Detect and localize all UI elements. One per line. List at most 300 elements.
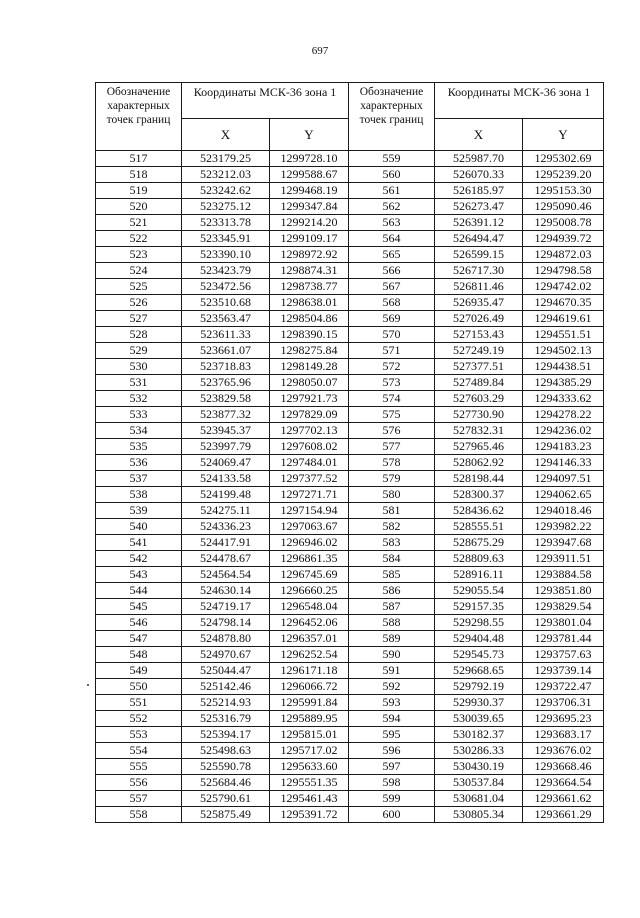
x-coordinate-cell: 528198.44 [435,471,523,487]
table-row [96,343,349,359]
x-coordinate-cell: 524133.58 [182,471,270,487]
point-number-cell: 534 [96,423,182,439]
table-row [349,711,604,727]
x-coordinate-cell: 529055.54 [435,583,523,599]
y-coordinate-cell: 1297921.73 [270,391,349,407]
y-coordinate-cell: 1293661.62 [523,791,604,807]
table-row [349,663,604,679]
x-coordinate-cell: 527965.46 [435,439,523,455]
x-coordinate-cell: 529792.19 [435,679,523,695]
table-row [96,215,349,231]
x-coordinate-cell: 524417.91 [182,535,270,551]
x-coordinate-cell: 523829.58 [182,391,270,407]
point-number-cell: 579 [349,471,435,487]
table-row [349,423,604,439]
y-coordinate-cell: 1294502.13 [523,343,604,359]
y-coordinate-cell: 1293851.80 [523,583,604,599]
table-row [349,247,604,263]
table-row [96,423,349,439]
right-table-body [349,151,604,823]
x-coordinate-cell: 525394.17 [182,727,270,743]
y-coordinate-cell: 1297608.02 [270,439,349,455]
point-number-cell: 592 [349,679,435,695]
y-coordinate-cell: 1294236.02 [523,423,604,439]
x-coordinate-cell: 528436.62 [435,503,523,519]
point-number-cell: 582 [349,519,435,535]
table-row [349,807,604,823]
point-number-cell: 585 [349,567,435,583]
header-y: Y [523,119,604,151]
y-coordinate-cell: 1299728.10 [270,151,349,167]
table-row [96,759,349,775]
y-coordinate-cell: 1299468.19 [270,183,349,199]
x-coordinate-cell: 523718.83 [182,359,270,375]
left-table [95,82,349,823]
table-row [349,599,604,615]
y-coordinate-cell: 1298638.01 [270,295,349,311]
x-coordinate-cell: 523765.96 [182,375,270,391]
table-row [349,231,604,247]
point-number-cell: 571 [349,343,435,359]
table-row [96,375,349,391]
x-coordinate-cell: 526494.47 [435,231,523,247]
point-number-cell: 524 [96,263,182,279]
table-row [96,407,349,423]
table-row [96,263,349,279]
header-y: Y [270,119,349,151]
table-row [349,183,604,199]
point-number-cell: 557 [96,791,182,807]
point-number-cell: 519 [96,183,182,199]
table-row [349,167,604,183]
x-coordinate-cell: 526935.47 [435,295,523,311]
point-number-cell: 563 [349,215,435,231]
x-coordinate-cell: 524478.67 [182,551,270,567]
y-coordinate-cell: 1296066.72 [270,679,349,695]
x-coordinate-cell: 523345.91 [182,231,270,247]
x-coordinate-cell: 527603.29 [435,391,523,407]
point-number-cell: 562 [349,199,435,215]
x-coordinate-cell: 525316.79 [182,711,270,727]
y-coordinate-cell: 1294872.03 [523,247,604,263]
table-row [349,551,604,567]
x-coordinate-cell: 528300.37 [435,487,523,503]
table-row [96,311,349,327]
x-coordinate-cell: 525790.61 [182,791,270,807]
x-coordinate-cell: 525044.47 [182,663,270,679]
x-coordinate-cell: 523877.32 [182,407,270,423]
point-number-cell: 577 [349,439,435,455]
table-row [96,455,349,471]
y-coordinate-cell: 1298275.84 [270,343,349,359]
y-coordinate-cell: 1298149.28 [270,359,349,375]
point-number-cell: 587 [349,599,435,615]
point-number-cell: 575 [349,407,435,423]
point-number-cell: 565 [349,247,435,263]
table-row [349,647,604,663]
y-coordinate-cell: 1294551.51 [523,327,604,343]
table-row [349,263,604,279]
table-row [349,519,604,535]
table-row [96,711,349,727]
table-row [96,727,349,743]
x-coordinate-cell: 523423.79 [182,263,270,279]
y-coordinate-cell: 1296171.18 [270,663,349,679]
y-coordinate-cell: 1293722.47 [523,679,604,695]
right-table [348,82,604,823]
point-number-cell: 598 [349,775,435,791]
table-row [96,167,349,183]
x-coordinate-cell: 526273.47 [435,199,523,215]
table-row [96,503,349,519]
point-number-cell: 518 [96,167,182,183]
point-number-cell: 578 [349,455,435,471]
x-coordinate-cell: 524199.48 [182,487,270,503]
point-number-cell: 573 [349,375,435,391]
table-row [96,791,349,807]
point-number-cell: 553 [96,727,182,743]
x-coordinate-cell: 529298.55 [435,615,523,631]
coordinates-table-right [348,82,604,823]
y-coordinate-cell: 1295889.95 [270,711,349,727]
point-number-cell: 522 [96,231,182,247]
header-coordinate-system: Координаты МСК-36 зона 1 [182,83,349,119]
point-number-cell: 558 [96,807,182,823]
table-row [96,231,349,247]
table-row [96,647,349,663]
x-coordinate-cell: 525142.46 [182,679,270,695]
point-number-cell: 581 [349,503,435,519]
x-coordinate-cell: 525987.70 [435,151,523,167]
table-row [96,439,349,455]
point-number-cell: 564 [349,231,435,247]
x-coordinate-cell: 530039.65 [435,711,523,727]
x-coordinate-cell: 527249.19 [435,343,523,359]
y-coordinate-cell: 1294333.62 [523,391,604,407]
y-coordinate-cell: 1296861.35 [270,551,349,567]
table-row [96,599,349,615]
table-row [349,455,604,471]
point-number-cell: 559 [349,151,435,167]
table-row [96,359,349,375]
y-coordinate-cell: 1293661.29 [523,807,604,823]
x-coordinate-cell: 523611.33 [182,327,270,343]
y-coordinate-cell: 1296745.69 [270,567,349,583]
table-row [96,535,349,551]
x-coordinate-cell: 523212.03 [182,167,270,183]
y-coordinate-cell: 1293801.04 [523,615,604,631]
y-coordinate-cell: 1294385.29 [523,375,604,391]
x-coordinate-cell: 523661.07 [182,343,270,359]
y-coordinate-cell: 1293739.14 [523,663,604,679]
point-number-cell: 545 [96,599,182,615]
y-coordinate-cell: 1299347.84 [270,199,349,215]
point-number-cell: 523 [96,247,182,263]
y-coordinate-cell: 1297377.52 [270,471,349,487]
y-coordinate-cell: 1293664.54 [523,775,604,791]
point-number-cell: 540 [96,519,182,535]
x-coordinate-cell: 523472.56 [182,279,270,295]
y-coordinate-cell: 1295153.30 [523,183,604,199]
table-row [96,583,349,599]
point-number-cell: 583 [349,535,435,551]
point-number-cell: 521 [96,215,182,231]
y-coordinate-cell: 1294798.58 [523,263,604,279]
point-number-cell: 597 [349,759,435,775]
y-coordinate-cell: 1293982.22 [523,519,604,535]
y-coordinate-cell: 1295551.35 [270,775,349,791]
point-number-cell: 533 [96,407,182,423]
y-coordinate-cell: 1294619.61 [523,311,604,327]
y-coordinate-cell: 1298972.92 [270,247,349,263]
point-number-cell: 596 [349,743,435,759]
x-coordinate-cell: 528916.11 [435,567,523,583]
point-number-cell: 594 [349,711,435,727]
y-coordinate-cell: 1294146.33 [523,455,604,471]
x-coordinate-cell: 524336.23 [182,519,270,535]
y-coordinate-cell: 1296660.25 [270,583,349,599]
y-coordinate-cell: 1294278.22 [523,407,604,423]
table-row [349,439,604,455]
x-coordinate-cell: 523945.37 [182,423,270,439]
x-coordinate-cell: 529930.37 [435,695,523,711]
x-coordinate-cell: 524630.14 [182,583,270,599]
table-row [96,487,349,503]
y-coordinate-cell: 1295633.60 [270,759,349,775]
y-coordinate-cell: 1294438.51 [523,359,604,375]
point-number-cell: 536 [96,455,182,471]
point-number-cell: 550 [96,679,182,695]
y-coordinate-cell: 1299588.67 [270,167,349,183]
table-row [349,791,604,807]
y-coordinate-cell: 1294018.46 [523,503,604,519]
y-coordinate-cell: 1293757.63 [523,647,604,663]
table-row [96,807,349,823]
y-coordinate-cell: 1293668.46 [523,759,604,775]
point-number-cell: 574 [349,391,435,407]
x-coordinate-cell: 524798.14 [182,615,270,631]
y-coordinate-cell: 1297702.13 [270,423,349,439]
table-row [349,471,604,487]
header-x: X [182,119,270,151]
point-number-cell: 591 [349,663,435,679]
table-row [96,519,349,535]
y-coordinate-cell: 1294183.23 [523,439,604,455]
x-coordinate-cell: 523313.78 [182,215,270,231]
x-coordinate-cell: 523242.62 [182,183,270,199]
x-coordinate-cell: 524069.47 [182,455,270,471]
y-coordinate-cell: 1296252.54 [270,647,349,663]
table-row [96,279,349,295]
x-coordinate-cell: 530182.37 [435,727,523,743]
point-number-cell: 527 [96,311,182,327]
header-point-designation: Обозначение характерных точек границ [349,83,435,151]
point-number-cell: 576 [349,423,435,439]
y-coordinate-cell: 1299214.20 [270,215,349,231]
point-number-cell: 590 [349,647,435,663]
x-coordinate-cell: 523997.79 [182,439,270,455]
y-coordinate-cell: 1295815.01 [270,727,349,743]
table-row [349,487,604,503]
y-coordinate-cell: 1295239.20 [523,167,604,183]
y-coordinate-cell: 1293706.31 [523,695,604,711]
point-number-cell: 537 [96,471,182,487]
table-row [349,583,604,599]
y-coordinate-cell: 1295090.46 [523,199,604,215]
y-coordinate-cell: 1293911.51 [523,551,604,567]
y-coordinate-cell: 1294062.65 [523,487,604,503]
point-number-cell: 531 [96,375,182,391]
point-number-cell: 555 [96,759,182,775]
point-number-cell: 548 [96,647,182,663]
y-coordinate-cell: 1293695.23 [523,711,604,727]
table-row [349,695,604,711]
table-row [349,359,604,375]
x-coordinate-cell: 528675.29 [435,535,523,551]
point-number-cell: 538 [96,487,182,503]
point-number-cell: 551 [96,695,182,711]
y-coordinate-cell: 1297829.09 [270,407,349,423]
y-coordinate-cell: 1294670.35 [523,295,604,311]
x-coordinate-cell: 530681.04 [435,791,523,807]
y-coordinate-cell: 1295717.02 [270,743,349,759]
x-coordinate-cell: 528555.51 [435,519,523,535]
point-number-cell: 568 [349,295,435,311]
point-number-cell: 546 [96,615,182,631]
y-coordinate-cell: 1296548.04 [270,599,349,615]
point-number-cell: 600 [349,807,435,823]
page-number: 697 [311,45,329,57]
y-coordinate-cell: 1297063.67 [270,519,349,535]
y-coordinate-cell: 1297271.71 [270,487,349,503]
point-number-cell: 547 [96,631,182,647]
table-row [349,279,604,295]
table-row [349,775,604,791]
table-row [349,567,604,583]
point-number-cell: 543 [96,567,182,583]
x-coordinate-cell: 523179.25 [182,151,270,167]
table-row [96,183,349,199]
x-coordinate-cell: 527153.43 [435,327,523,343]
x-coordinate-cell: 523275.12 [182,199,270,215]
x-coordinate-cell: 530805.34 [435,807,523,823]
table-row [349,391,604,407]
table-row [96,471,349,487]
point-number-cell: 589 [349,631,435,647]
y-coordinate-cell: 1293829.54 [523,599,604,615]
point-number-cell: 580 [349,487,435,503]
coordinates-table-left [95,82,349,823]
point-number-cell: 560 [349,167,435,183]
x-coordinate-cell: 527832.31 [435,423,523,439]
point-number-cell: 556 [96,775,182,791]
x-coordinate-cell: 524878.80 [182,631,270,647]
y-coordinate-cell: 1296357.01 [270,631,349,647]
y-coordinate-cell: 1295302.69 [523,151,604,167]
x-coordinate-cell: 525214.93 [182,695,270,711]
x-coordinate-cell: 523563.47 [182,311,270,327]
table-row [96,391,349,407]
table-row [96,631,349,647]
y-coordinate-cell: 1298504.86 [270,311,349,327]
x-coordinate-cell: 529404.48 [435,631,523,647]
point-number-cell: 542 [96,551,182,567]
x-coordinate-cell: 530537.84 [435,775,523,791]
table-row [349,759,604,775]
table-row [96,199,349,215]
y-coordinate-cell: 1294097.51 [523,471,604,487]
header-x: X [435,119,523,151]
x-coordinate-cell: 525498.63 [182,743,270,759]
x-coordinate-cell: 526185.97 [435,183,523,199]
table-row [96,695,349,711]
point-number-cell: 541 [96,535,182,551]
x-coordinate-cell: 524719.17 [182,599,270,615]
point-number-cell: 567 [349,279,435,295]
point-number-cell: 529 [96,343,182,359]
point-number-cell: 561 [349,183,435,199]
x-coordinate-cell: 523390.10 [182,247,270,263]
x-coordinate-cell: 523510.68 [182,295,270,311]
table-row [349,535,604,551]
table-row [96,295,349,311]
table-row [349,199,604,215]
x-coordinate-cell: 526391.12 [435,215,523,231]
table-row [349,375,604,391]
table-row [349,295,604,311]
x-coordinate-cell: 524564.54 [182,567,270,583]
point-number-cell: 549 [96,663,182,679]
x-coordinate-cell: 524275.11 [182,503,270,519]
x-coordinate-cell: 527377.51 [435,359,523,375]
table-row [349,343,604,359]
point-number-cell: 517 [96,151,182,167]
point-number-cell: 570 [349,327,435,343]
table-row [349,407,604,423]
y-coordinate-cell: 1293884.58 [523,567,604,583]
x-coordinate-cell: 525590.78 [182,759,270,775]
x-coordinate-cell: 524970.67 [182,647,270,663]
point-number-cell: 566 [349,263,435,279]
point-number-cell: 530 [96,359,182,375]
header-point-designation: Обозначение характерных точек границ [96,83,182,151]
x-coordinate-cell: 527026.49 [435,311,523,327]
y-coordinate-cell: 1296946.02 [270,535,349,551]
y-coordinate-cell: 1298050.07 [270,375,349,391]
table-row [349,727,604,743]
table-row [349,503,604,519]
point-number-cell: 544 [96,583,182,599]
y-coordinate-cell: 1293683.17 [523,727,604,743]
table-row [349,327,604,343]
point-number-cell: 569 [349,311,435,327]
table-row [96,775,349,791]
point-number-cell: 554 [96,743,182,759]
y-coordinate-cell: 1293781.44 [523,631,604,647]
table-row [96,743,349,759]
x-coordinate-cell: 530430.19 [435,759,523,775]
table-row [349,679,604,695]
y-coordinate-cell: 1298874.31 [270,263,349,279]
y-coordinate-cell: 1294742.02 [523,279,604,295]
x-coordinate-cell: 529157.35 [435,599,523,615]
y-coordinate-cell: 1297154.94 [270,503,349,519]
table-row [349,151,604,167]
x-coordinate-cell: 525875.49 [182,807,270,823]
y-coordinate-cell: 1298738.77 [270,279,349,295]
point-number-cell: 599 [349,791,435,807]
point-number-cell: 528 [96,327,182,343]
